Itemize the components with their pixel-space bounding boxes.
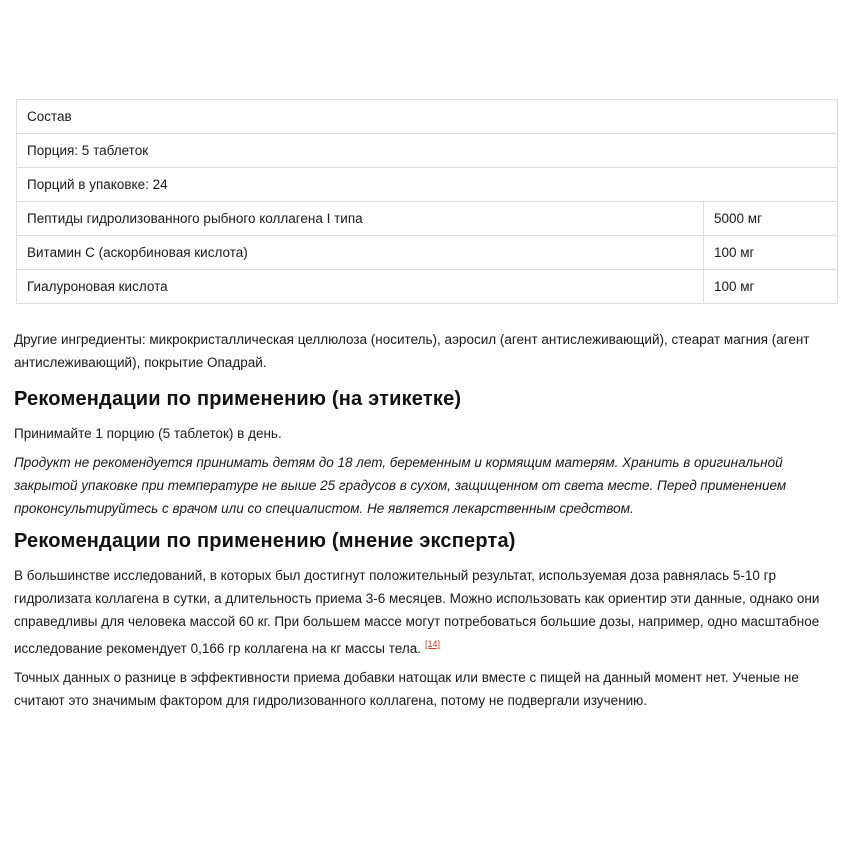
ingredient-amount: 100 мг <box>704 236 838 270</box>
label-recommendations-heading: Рекомендации по применению (на этикетке) <box>14 388 462 410</box>
article-body <box>14 328 836 712</box>
ingredient-name: Пептиды гидролизованного рыбного коллагена I типа <box>17 202 704 236</box>
serving-size: Порция: 5 таблеток <box>17 134 838 168</box>
supplement-facts-table <box>16 99 838 304</box>
table-row <box>17 202 838 236</box>
ingredient-amount: 5000 мг <box>704 202 838 236</box>
expert-paragraph-2: Точных данных о разнице в эффективности приема добавки натощак или вместе с пищей на данный момент нет. Ученые не считают это значимым фактором для гидролизованного коллагена, потому не подвергали изучению. <box>14 670 799 708</box>
expert-recommendations-heading: Рекомендации по применению (мнение эксперта) <box>14 530 516 552</box>
expert-paragraph <box>14 564 836 660</box>
other-ingredients: Другие ингредиенты: микрокристаллическая целлюлоза (носитель), аэросил (агент антислеживающий), стеарат магния (агент антислеживающий), покрытие Опадрай. <box>14 332 810 370</box>
table-row <box>17 270 838 304</box>
facts-header: Состав <box>17 100 838 134</box>
warning-text: Продукт не рекомендуется принимать детям до 18 лет, беременным и кормящим матерям. Хранить в оригинальной закрытой упаковке при температуре не выше 25 градусов в сухом, защищенном от света месте. Перед применением проконсультируйтесь с врачом или со специалистом. Не является лекарственным средством. <box>14 455 787 516</box>
ingredient-amount: 100 мг <box>704 270 838 304</box>
table-row <box>17 168 838 202</box>
expert-paragraph-text: В большинстве исследований, в которых был достигнут положительный результат, используемая доза равнялась 5-10 гр гидролизата коллагена в сутки, а длительность приема 3-6 месяцев. Можно использовать как ориентир эти данные, однако они справедливы для человека массой 60 кг. При большем массе могут потребоваться большие дозы, например, одно масштабное исследование рекомендует 0,166 гр коллагена на кг массы тела. <box>14 568 820 656</box>
table-row <box>17 100 838 134</box>
table-row <box>17 134 838 168</box>
ingredient-name: Витамин С (аскорбиновая кислота) <box>17 236 704 270</box>
ingredient-name: Гиалуроновая кислота <box>17 270 704 304</box>
table-row <box>17 236 838 270</box>
dose-instruction: Принимайте 1 порцию (5 таблеток) в день. <box>14 426 282 441</box>
reference-link[interactable]: [14] <box>424 639 440 649</box>
servings-per-pack: Порций в упаковке: 24 <box>17 168 838 202</box>
